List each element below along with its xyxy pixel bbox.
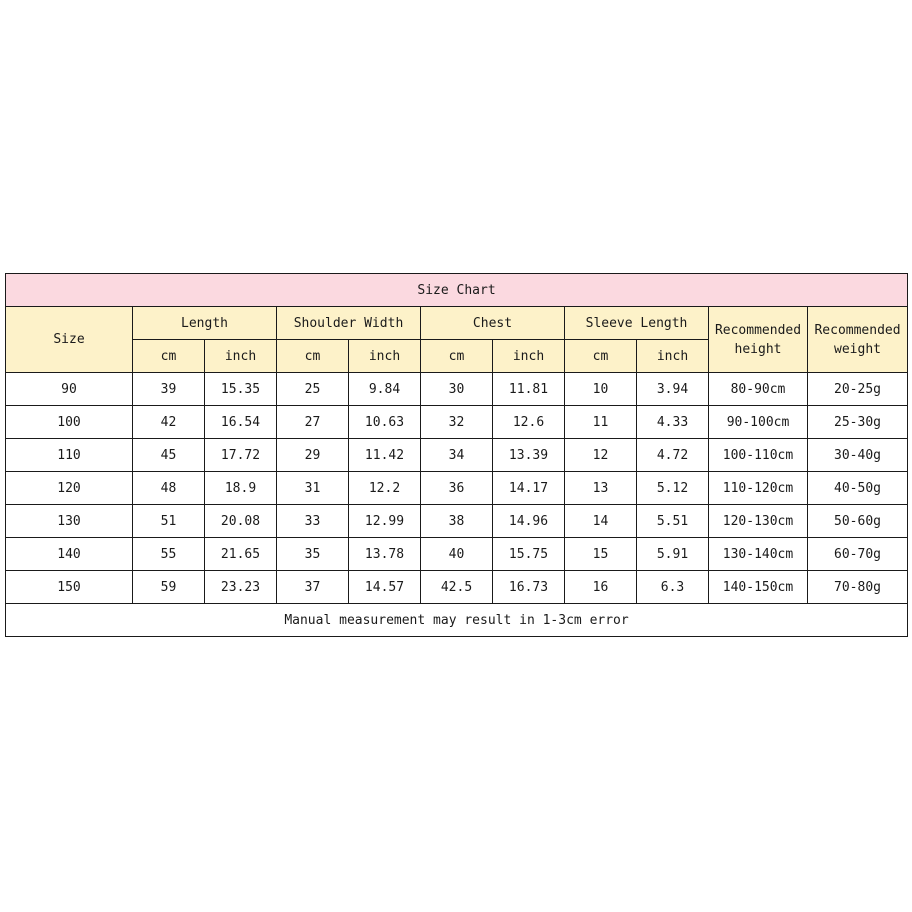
table-cell: 12: [565, 439, 637, 472]
table-row: [6, 373, 908, 406]
table-cell: 25-30g: [808, 406, 908, 439]
size-chart-body: [6, 274, 908, 373]
table-cell: 15.75: [493, 538, 565, 571]
table-cell: 9.84: [349, 373, 421, 406]
table-cell: 30-40g: [808, 439, 908, 472]
table-cell: 4.72: [637, 439, 709, 472]
table-cell: 120-130cm: [709, 505, 808, 538]
table-cell: 5.12: [637, 472, 709, 505]
table-cell: 12.99: [349, 505, 421, 538]
title-row: [6, 274, 908, 307]
size-cell: 140: [6, 538, 133, 571]
header-recommended-height: Recommended height: [709, 307, 808, 373]
table-cell: 12.2: [349, 472, 421, 505]
data-rows: [6, 373, 908, 604]
table-cell: 10: [565, 373, 637, 406]
table-cell: 14.57: [349, 571, 421, 604]
table-cell: 15.35: [205, 373, 277, 406]
size-cell: 150: [6, 571, 133, 604]
header-sleeve-length: Sleeve Length: [565, 307, 709, 340]
table-cell: 39: [133, 373, 205, 406]
table-cell: 16.73: [493, 571, 565, 604]
header-size: Size: [6, 307, 133, 373]
unit-header: cm: [421, 340, 493, 373]
table-cell: 29: [277, 439, 349, 472]
table-cell: 130-140cm: [709, 538, 808, 571]
table-row: [6, 439, 908, 472]
table-cell: 16.54: [205, 406, 277, 439]
table-cell: 55: [133, 538, 205, 571]
table-cell: 17.72: [205, 439, 277, 472]
unit-header: cm: [277, 340, 349, 373]
table-title: Size Chart: [6, 274, 908, 307]
table-cell: 38: [421, 505, 493, 538]
table-cell: 15: [565, 538, 637, 571]
table-cell: 11.42: [349, 439, 421, 472]
table-cell: 21.65: [205, 538, 277, 571]
note-row: [6, 604, 908, 637]
unit-header: inch: [493, 340, 565, 373]
table-cell: 70-80g: [808, 571, 908, 604]
table-cell: 16: [565, 571, 637, 604]
table-cell: 25: [277, 373, 349, 406]
table-cell: 13.78: [349, 538, 421, 571]
table-cell: 36: [421, 472, 493, 505]
table-cell: 40-50g: [808, 472, 908, 505]
table-cell: 100-110cm: [709, 439, 808, 472]
table-cell: 27: [277, 406, 349, 439]
table-cell: 30: [421, 373, 493, 406]
table-cell: 14.17: [493, 472, 565, 505]
table-cell: 42: [133, 406, 205, 439]
header-recommended-weight: Recommended weight: [808, 307, 908, 373]
table-cell: 42.5: [421, 571, 493, 604]
table-cell: 18.9: [205, 472, 277, 505]
table-cell: 110-120cm: [709, 472, 808, 505]
table-row: [6, 406, 908, 439]
table-cell: 10.63: [349, 406, 421, 439]
size-cell: 130: [6, 505, 133, 538]
table-row: [6, 505, 908, 538]
table-cell: 50-60g: [808, 505, 908, 538]
table-cell: 32: [421, 406, 493, 439]
table-cell: 12.6: [493, 406, 565, 439]
header-shoulder-width: Shoulder Width: [277, 307, 421, 340]
table-row: [6, 571, 908, 604]
unit-header: cm: [565, 340, 637, 373]
table-cell: 59: [133, 571, 205, 604]
table-cell: 33: [277, 505, 349, 538]
table-cell: 13.39: [493, 439, 565, 472]
table-cell: 60-70g: [808, 538, 908, 571]
table-cell: 14.96: [493, 505, 565, 538]
table-cell: 140-150cm: [709, 571, 808, 604]
table-cell: 11.81: [493, 373, 565, 406]
table-cell: 20-25g: [808, 373, 908, 406]
size-chart-table: [5, 273, 908, 637]
table-row: [6, 472, 908, 505]
table-cell: 5.51: [637, 505, 709, 538]
table-cell: 23.23: [205, 571, 277, 604]
table-cell: 35: [277, 538, 349, 571]
table-cell: 4.33: [637, 406, 709, 439]
size-cell: 110: [6, 439, 133, 472]
table-cell: 5.91: [637, 538, 709, 571]
table-cell: 3.94: [637, 373, 709, 406]
unit-header: inch: [637, 340, 709, 373]
size-cell: 100: [6, 406, 133, 439]
table-cell: 13: [565, 472, 637, 505]
header-row-groups: [6, 307, 908, 340]
table-cell: 20.08: [205, 505, 277, 538]
unit-header: inch: [205, 340, 277, 373]
table-cell: 80-90cm: [709, 373, 808, 406]
table-cell: 90-100cm: [709, 406, 808, 439]
table-cell: 31: [277, 472, 349, 505]
measurement-note: Manual measurement may result in 1-3cm error: [6, 604, 908, 637]
note-section: [6, 604, 908, 637]
unit-header: cm: [133, 340, 205, 373]
header-length: Length: [133, 307, 277, 340]
table-cell: 11: [565, 406, 637, 439]
size-cell: 120: [6, 472, 133, 505]
table-cell: 14: [565, 505, 637, 538]
table-cell: 45: [133, 439, 205, 472]
header-chest: Chest: [421, 307, 565, 340]
table-cell: 34: [421, 439, 493, 472]
table-cell: 37: [277, 571, 349, 604]
table-cell: 40: [421, 538, 493, 571]
unit-header: inch: [349, 340, 421, 373]
table-cell: 51: [133, 505, 205, 538]
table-cell: 6.3: [637, 571, 709, 604]
table-row: [6, 538, 908, 571]
table-cell: 48: [133, 472, 205, 505]
size-cell: 90: [6, 373, 133, 406]
